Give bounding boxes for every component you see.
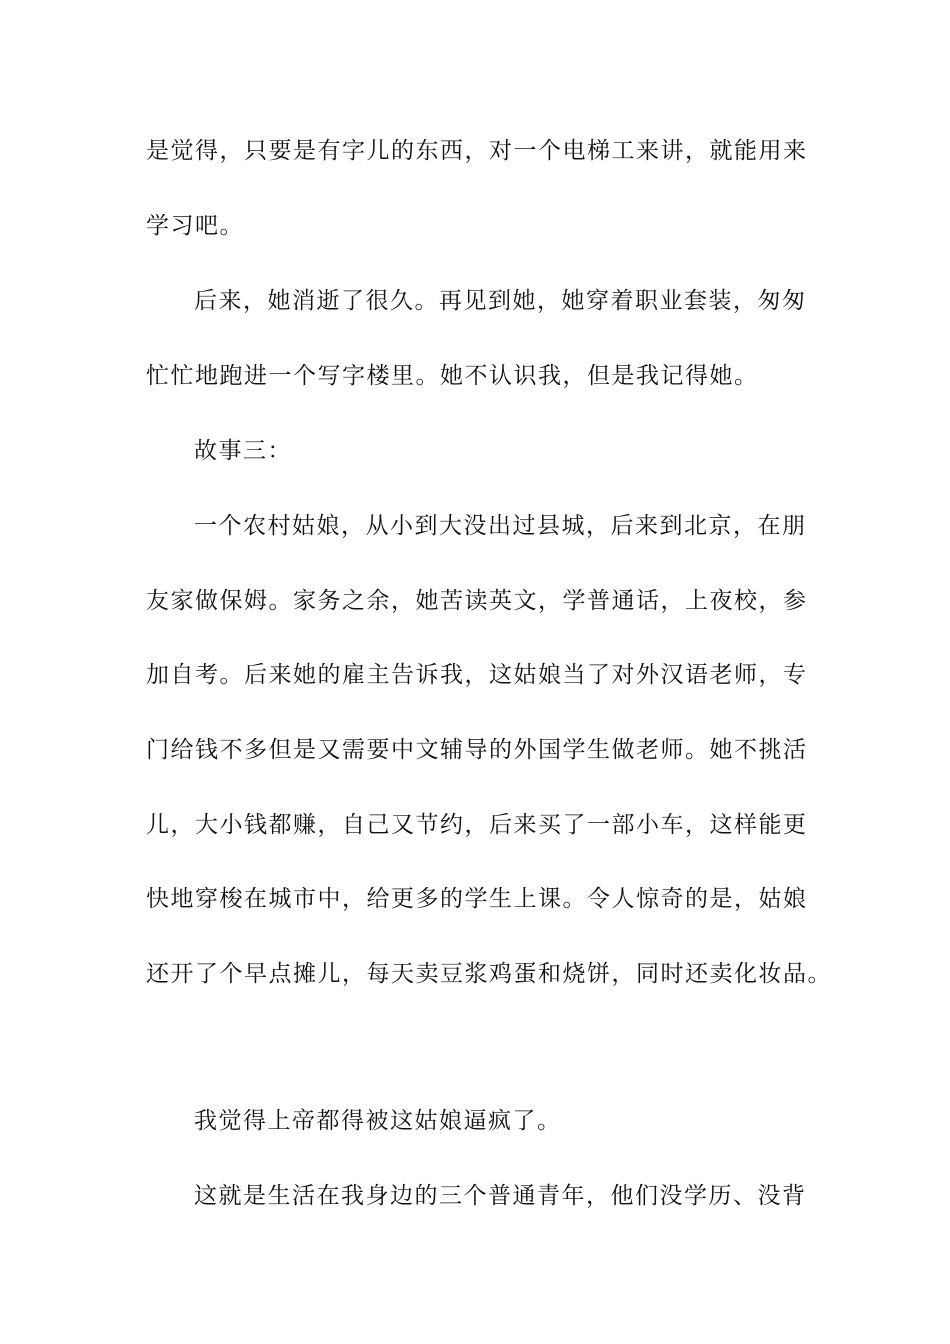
text-line-9: 门给钱不多但是又需要中文辅导的外国学生做老师。她不挑活 — [146, 737, 808, 763]
text-line-2: 学习吧。 — [146, 213, 244, 239]
text-line-11: 快地穿梭在城市中，给更多的学生上课。令人惊奇的是，姑娘 — [146, 886, 808, 912]
text-line-13: 我觉得上帝都得被这姑娘逼疯了。 — [194, 1108, 562, 1134]
text-line-10: 儿，大小钱都赚，自己又节约，后来买了一部小车，这样能更 — [146, 812, 808, 838]
text-line-7: 友家做保姆。家务之余，她苦读英文，学普通话，上夜校，参 — [146, 588, 808, 614]
text-line-12: 还开了个早点摊儿，每天卖豆浆鸡蛋和烧饼，同时还卖化妆品。 — [146, 961, 832, 987]
text-line-4: 忙忙地跑进一个写字楼里。她不认识我，但是我记得她。 — [146, 363, 759, 389]
text-line-3: 后来，她消逝了很久。再见到她，她穿着职业套装，匆匆 — [194, 288, 807, 314]
text-line-8: 加自考。后来她的雇主告诉我，这姑娘当了对外汉语老师，专 — [146, 662, 808, 688]
text-line-1: 是觉得，只要是有字儿的东西，对一个电梯工来讲，就能用来 — [146, 138, 808, 164]
section-heading: 故事三： — [194, 438, 292, 464]
text-line-14: 这就是生活在我身边的三个普通青年，他们没学历、没背 — [194, 1183, 807, 1209]
text-line-6: 一个农村姑娘，从小到大没出过县城，后来到北京，在朋 — [194, 513, 807, 539]
